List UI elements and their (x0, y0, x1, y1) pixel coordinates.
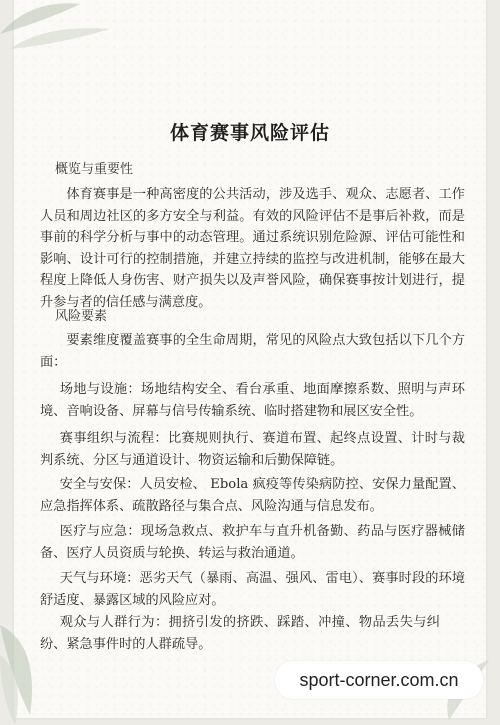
section-heading-overview: 概览与重要性 (55, 162, 134, 177)
risk-item-organization: 赛事组织与流程：比赛规则执行、赛道布置、起终点设置、计时与裁判系统、分区与通道设计、物资运输和后勤保障链。 (40, 431, 465, 468)
risk-item-crowd: 观众与人群行为：拥挤引发的挤跌、踩踏、冲撞、物品丢失与纠纷、紧急事件时的人群疏导。 (40, 615, 440, 652)
section-heading-risk-factors: 风险要素 (55, 309, 108, 324)
risk-item-security: 安全与安保：人员安检、 Ebola 疯疫等传染病防控、安保力量配置、应急指挥体系、疏散路径与集合点、风险沟通与信息发布。 (40, 477, 465, 514)
risk-item-weather: 天气与环境：恶劣天气（暴雨、高温、强风、雷电）、赛事时段的环境舒适度、暴露区域的风险应对。 (40, 571, 465, 608)
page-title: 体育赛事风险评估 (169, 122, 330, 144)
risk-item-medical: 医疗与应急：现场急救点、救护车与直升机备勤、药品与医疗器械储备、医疗人员资质与轮换、转运与救治通道。 (40, 524, 465, 561)
leaf-decoration-icon (0, 0, 120, 54)
risk-item-venue: 场地与设施：场地结构安全、看台承重、地面摩擦系数、照明与声环境、音响设备、屏幕与信号传输系统、临时搭建物和展区安全性。 (40, 382, 465, 419)
risk-factors-intro: 要素维度覆盖赛事的全生命周期，常见的风险点大致包括以下几个方面： (40, 333, 465, 370)
overview-paragraph: 体育赛事是一种高密度的公共活动，涉及选手、观众、志愿者、工作人员和周边社区的多方安全与利益。有效的风险评估不是事后补救，而是事前的科学分析与事中的动态管理。通过系统识别危险源、评估可能性和影响、设计可行的控制措施，并建立持续的监控与改进机制，能够在最大程度上降低人身伤害、财产损失以及声誉风险，确保赛事按计划进行，提升参与者的信任感与满意度。 (40, 187, 465, 310)
watermark-badge: sport-corner.com.cn (275, 661, 483, 699)
